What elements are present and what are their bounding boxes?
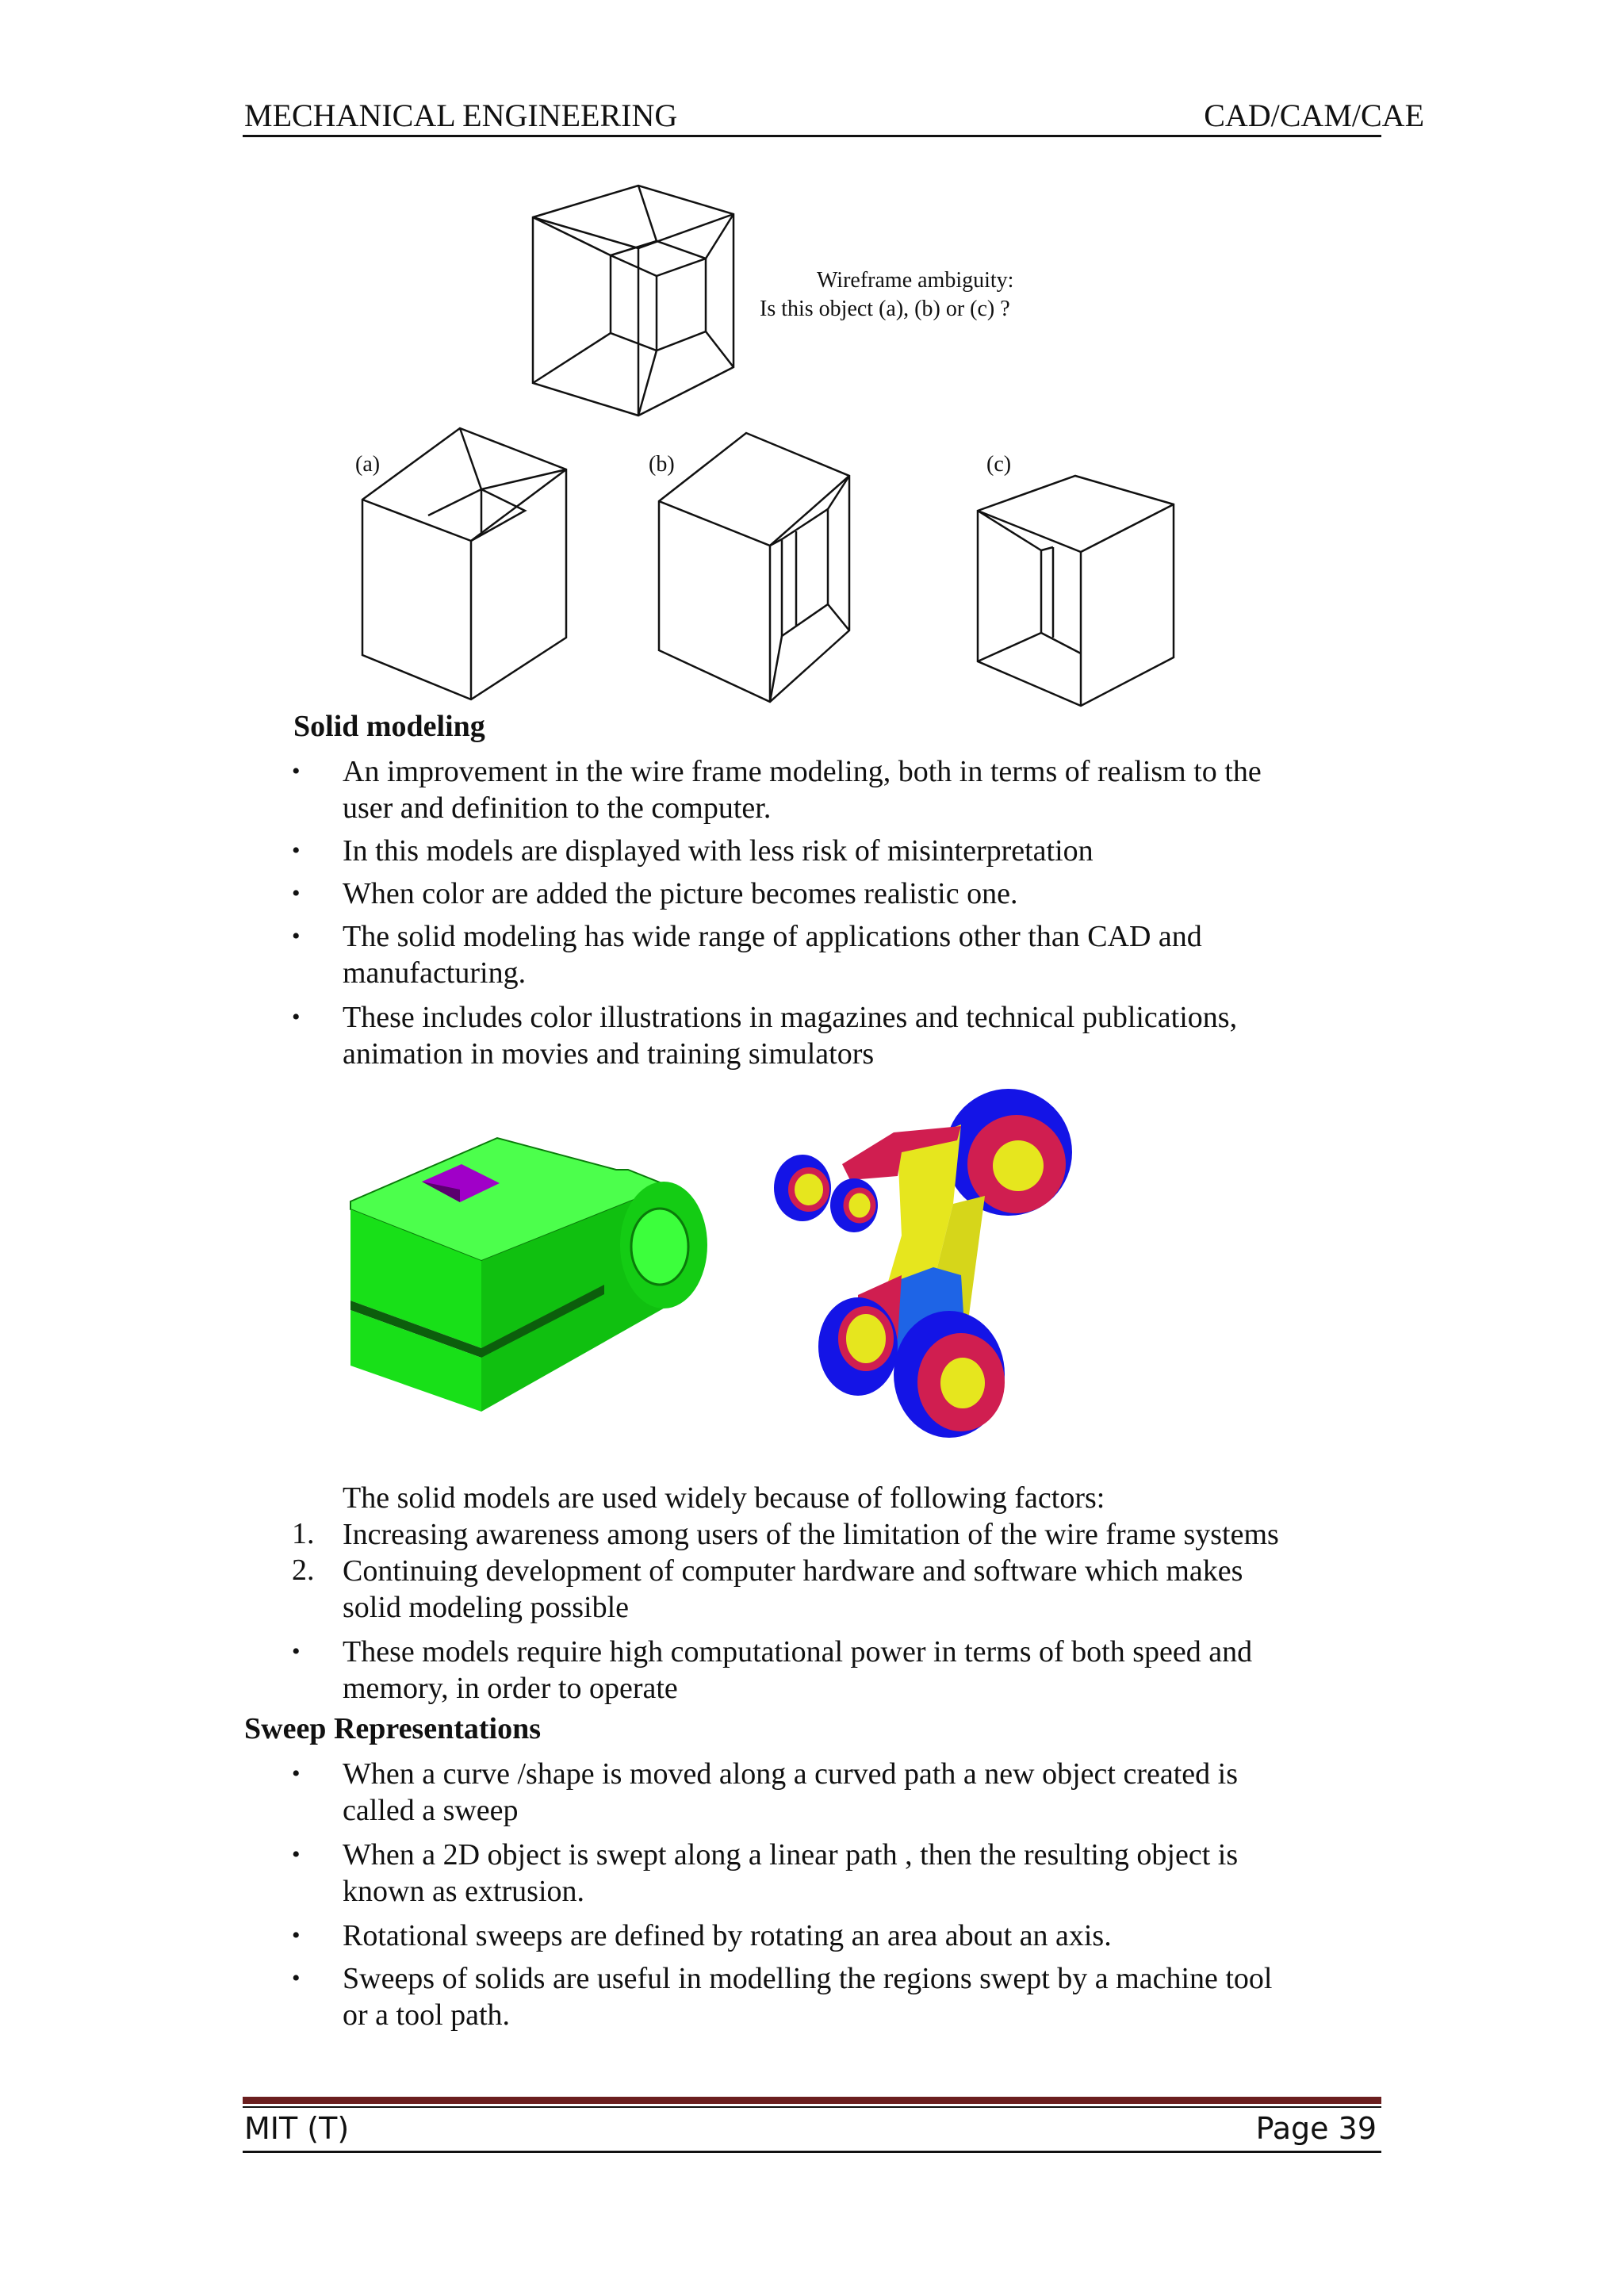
factor-2-line1: Continuing development of computer hardware and software which makes (343, 1554, 1243, 1588)
solid-bullet-2: In this models are displayed with less risk of misinterpretation (343, 834, 1094, 868)
label-b: (b) (649, 452, 675, 477)
sweep-bullet-2-line2: known as extrusion. (343, 1875, 585, 1908)
bullet-marker: • (292, 1638, 301, 1665)
factor-2-line2: solid modeling possible (343, 1591, 629, 1624)
label-c: (c) (986, 452, 1012, 477)
solid-bullet-5-line2: animation in movies and training simulators (343, 1037, 875, 1071)
bullet-marker: • (292, 923, 301, 949)
sweep-bullet-2-line1: When a 2D object is swept along a linear path , then the resulting object is (343, 1838, 1239, 1872)
wireframe-option-a (358, 422, 573, 707)
bullet-marker: • (292, 1761, 301, 1787)
solid-bullet-3: When color are added the picture becomes realistic one. (343, 877, 1018, 910)
wireframe-option-b (655, 428, 869, 714)
solid-bullet-4-line1: The solid modeling has wide range of applications other than CAD and (343, 920, 1202, 953)
header-title-right: CAD/CAM/CAE (1204, 98, 1424, 133)
page-number: Page 39 (1255, 2111, 1377, 2146)
factor-number-2: 2. (292, 1554, 315, 1587)
sweep-bullet-1-line1: When a curve /shape is moved along a curved path a new object created is (343, 1757, 1238, 1791)
sweep-bullet-4-line1: Sweeps of solids are useful in modelling the regions swept by a machine tool (343, 1962, 1273, 1995)
sweep-bullet-3: Rotational sweeps are defined by rotating an area about an axis. (343, 1919, 1112, 1952)
solid-bullet-1-line1: An improvement in the wire frame modeling, both in terms of realism to the (343, 755, 1262, 788)
sweep-title: Sweep Representations (244, 1712, 542, 1745)
solid-bullet-1-line2: user and definition to the computer. (343, 791, 772, 825)
footer-rule-bottom (243, 2151, 1381, 2153)
extra-bullet-line1: These models require high computational power in terms of both speed and (343, 1635, 1253, 1669)
bullet-marker: • (292, 837, 301, 864)
header-rule (243, 135, 1381, 137)
bullet-marker: • (292, 880, 301, 906)
sweep-bullet-1-line2: called a sweep (343, 1794, 519, 1827)
wireframe-caption-line2: Is this object (a), (b) or (c) ? (760, 297, 1010, 321)
linkage-solid-model-image (763, 1077, 1080, 1458)
wireframe-option-c (974, 471, 1180, 709)
bullet-marker: • (292, 758, 301, 784)
green-solid-model-image (343, 1110, 715, 1459)
header-title-left: MECHANICAL ENGINEERING (244, 98, 678, 133)
factors-intro: The solid models are used widely because of following factors: (343, 1481, 1105, 1515)
bullet-marker: • (292, 1965, 301, 1991)
sweep-bullet-4-line2: or a tool path. (343, 1998, 511, 2032)
extra-bullet-line2: memory, in order to operate (343, 1672, 678, 1705)
bullet-marker: • (292, 1004, 301, 1030)
footer-rule-thin (243, 2106, 1381, 2108)
factor-1-line1: Increasing awareness among users of the limitation of the wire frame systems (343, 1518, 1279, 1551)
wireframe-ambiguous-figure (523, 181, 745, 427)
bullet-marker: • (292, 1841, 301, 1868)
wireframe-caption-line1: Wireframe ambiguity: (817, 268, 1014, 293)
solid-bullet-4-line2: manufacturing. (343, 956, 527, 990)
solid-modeling-title: Solid modeling (293, 710, 485, 743)
label-a: (a) (355, 452, 381, 477)
factor-number-1: 1. (292, 1517, 315, 1550)
bullet-marker: • (292, 1922, 301, 1948)
solid-bullet-5-line1: These includes color illustrations in magazines and technical publications, (343, 1001, 1238, 1034)
footer-bar (243, 2097, 1381, 2104)
footer-left: MIT (T) (244, 2111, 350, 2146)
